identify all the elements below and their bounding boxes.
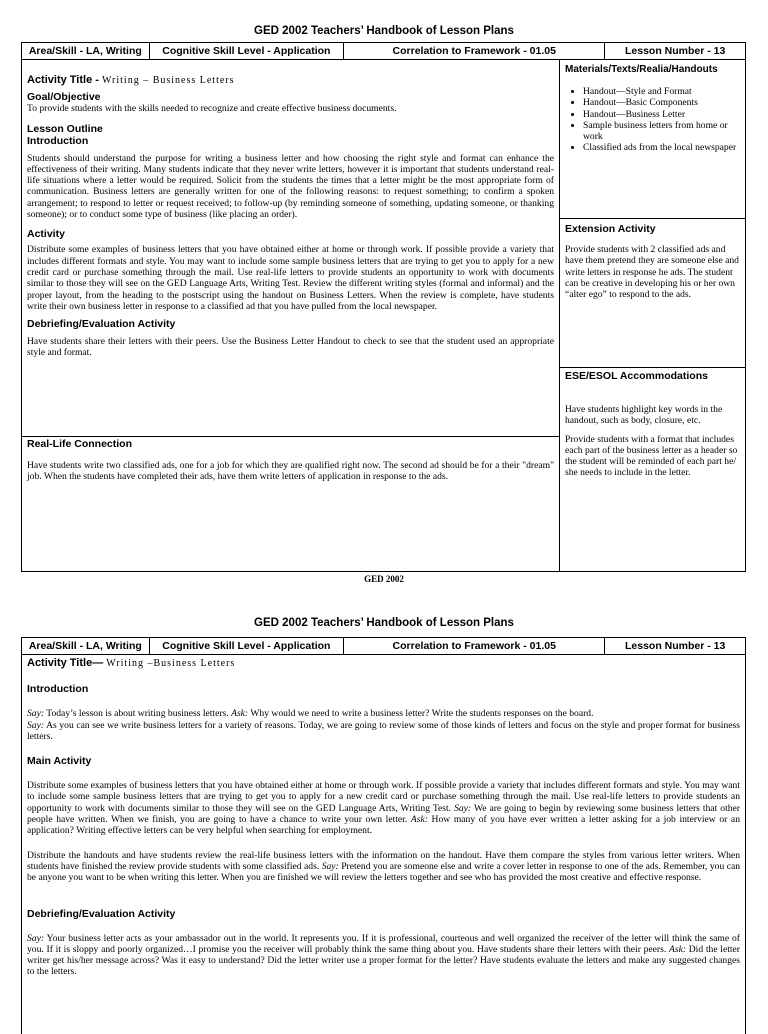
ask-text: Why would we need to write a business letter? Write the students responses on the board. — [248, 708, 594, 720]
materials-item: • Sample business letters from home or work — [583, 120, 740, 143]
materials-heading: Materials/Texts/Realia/Handouts — [565, 64, 718, 75]
ask-label: Ask: — [231, 708, 249, 720]
activity-title — [27, 74, 554, 86]
ese-esol-heading: ESE/ESOL Accommodations — [565, 370, 708, 382]
activity-title-label: Activity Title— — [27, 657, 104, 669]
materials-list — [565, 86, 740, 154]
main-activity-text-2 — [27, 850, 740, 884]
say-label: Say: — [454, 802, 472, 814]
say-text: Your business letter acts as your ambassador out in the world. It represents you. If it is professional, courteous and well organized the receiver of the letter will think the same of you. If it is sloppy and poorly organized…I promise you the receiver will probably think the same thing about you. Have students share their letters with their peers. — [27, 932, 740, 955]
goal-text: To provide students with the skills needed to recognize and create effective business documents. — [27, 103, 397, 115]
lesson-detail-box — [21, 654, 746, 1034]
say-label: Say: — [27, 708, 45, 720]
main-activity-body: Distribute some examples of business letters that you have obtained either at home or through work. If possible provide a variety that includes different formats and style. You may want to include some sample business letters that are trying to get you to apply for a new credit card or purchase something through the mail. Use real-life letters to provide students an opportunity to work with documents similar to those they will see on the GED Language Arts, Writing Test. — [27, 780, 740, 814]
page-title: GED 2002 Teachers’ Handbook of Lesson Plans — [254, 25, 514, 37]
real-life-heading: Real-Life Connection — [27, 438, 133, 450]
say-text: Pretend you are someone else and write a cover letter in response to one of the ads. Remember, you can be anyone you want to be when writing this letter. When you are finished we will review the letters together and see who has provided the most creative and effective response. — [27, 860, 741, 884]
materials-box — [559, 59, 746, 219]
introduction-text: Students should understand the purpose for writing a business letter and how choosing the right style and format can enhance the effectiveness of their writing. Many students indicate that they never write letters, however it is important that students understand real-life situations where a letter would be required. Solicit from the students the times that a letter might be the most appropriate form of communication. Business letters are generally written for one of the following reasons: to request something; to confirm a spoken arrangement; to respond to letter or request received; to follow-up (by reminding someone of something, updating someone, or thanking someone); or to conduct some type of business (like placing an order). — [27, 152, 554, 221]
materials-item: • Classified ads from the local newspaper — [583, 142, 740, 153]
debriefing-heading: Debriefing/Evaluation Activity — [27, 318, 176, 331]
debriefing-text: Have students share their letters with their peers. Use the Business Letter Handout to check to see that the student used an appropriate style and format. — [27, 336, 554, 359]
say-label: Say: — [27, 719, 45, 731]
say-text: We are going to begin by reviewing some business letters that other people have written. When we finish, you are going to have a chance to write your own letter. — [27, 802, 740, 826]
extension-text: Provide students with 2 classified ads and have them pretend they are someone else and write letters in response he ads. The student can be creative in developing his or her own “alter ego” to respond to the ads. — [565, 244, 739, 301]
lesson-number-cell: Lesson Number - 13 — [604, 638, 745, 654]
lesson-main-box — [21, 59, 560, 437]
materials-item: • Handout—Style and Format — [583, 86, 740, 97]
say-text: As you can see we write business letters for a variety of reasons. Today, we are going to review some of those kinds of letters and focus on the style and proper format for business letters. — [27, 719, 740, 742]
lesson-outline-heading: Lesson Outline — [27, 122, 103, 135]
activity-title-text: Writing – Business Letters — [101, 75, 235, 86]
materials-item: • Handout—Business Letter — [583, 109, 740, 120]
lesson-header-row — [21, 42, 746, 60]
ask-label: Ask: — [410, 814, 428, 826]
lesson-number-cell: Lesson Number - 13 — [604, 43, 745, 59]
introduction-heading: Introduction — [27, 683, 89, 696]
ask-text: How many of you have ever written a letter asking for a job interview or an application? Writing effective letters can be very helpful when searching for employment. — [27, 814, 740, 837]
activity-title-text: Writing –Business Letters — [106, 658, 236, 669]
real-life-text: Have students write two classified ads, one for a job for which they are qualified right now. The second ad should be for a their "dream" job. When the students have completed their ads, have them write letters of application in response to the ads. — [27, 460, 554, 483]
lesson-header-row — [21, 637, 746, 655]
main-activity-body: Distribute the handouts and have students review the real-life business letters with the information on the handout. Have them compare the styles from various letter writers. When students have finished the review provide students with some classified ads. — [27, 849, 740, 872]
say-label: Say: — [321, 860, 339, 872]
cognitive-skill-cell: Cognitive Skill Level - Application — [149, 43, 343, 59]
area-skill-cell: Area/Skill - LA, Writing — [28, 45, 142, 57]
framework-correlation-cell: Correlation to Framework - 01.05 — [343, 638, 604, 654]
ese-esol-text-1: Have students highlight key words in the handout, such as body, closure, etc. — [565, 404, 723, 427]
page-footer: GED 2002 — [364, 574, 404, 584]
introduction-heading: Introduction — [27, 134, 89, 147]
main-activity-heading: Main Activity — [27, 755, 92, 768]
activity-heading: Activity — [27, 228, 65, 241]
area-skill-cell: Area/Skill - LA, Writing — [28, 640, 142, 652]
debriefing-heading: Debriefing/Evaluation Activity — [27, 907, 176, 920]
ese-esol-box — [559, 367, 746, 572]
say-text: Today’s lesson is about writing business letters. — [44, 708, 229, 720]
say-label: Say: — [27, 932, 45, 944]
introduction-text — [27, 708, 740, 742]
page-title: GED 2002 Teachers’ Handbook of Lesson Plans — [254, 617, 514, 629]
real-life-box — [21, 436, 560, 572]
materials-item: • Handout—Basic Components — [583, 97, 740, 108]
framework-correlation-cell: Correlation to Framework - 01.05 — [343, 43, 604, 59]
ask-label: Ask: — [668, 943, 687, 955]
extension-box — [559, 218, 746, 368]
extension-heading: Extension Activity — [565, 223, 656, 235]
activity-title — [27, 657, 740, 669]
main-activity-text-1 — [27, 780, 740, 836]
goal-heading: Goal/Objective — [27, 91, 101, 104]
ese-esol-text-2: Provide students with a format that includes each part of the business letter as a header so the student will be reminded of each part he/ she needs to include in the letter. — [565, 433, 738, 479]
debriefing-text — [27, 933, 740, 978]
activity-title-label: Activity Title - — [27, 74, 102, 86]
cognitive-skill-cell: Cognitive Skill Level - Application — [149, 638, 343, 654]
ask-text: Did the letter writer get his/her message across? Was it easy to understand? Did the letter writer use a proper format for the letter? Have students evaluate the letters and make any suggested changes to the letters. — [27, 943, 740, 978]
activity-text: Distribute some examples of business letters that you have obtained either at home or through work. If possible provide a variety that includes different formats and style. You may want to include some sample business letters that are trying to get you to apply for a new credit card or purchase something through the mail. Use real-life letters to provide students an opportunity to work with documents similar to those they will see on the GED Language Arts, Writing Test. Review the different writing styles (formal and informal) and the proper layout, from the heading to the postscript using the handout on Business Letters. When the review is complete, have students write their own business letter in response to a classified ad that you have pulled from the local newspaper. — [27, 244, 554, 312]
